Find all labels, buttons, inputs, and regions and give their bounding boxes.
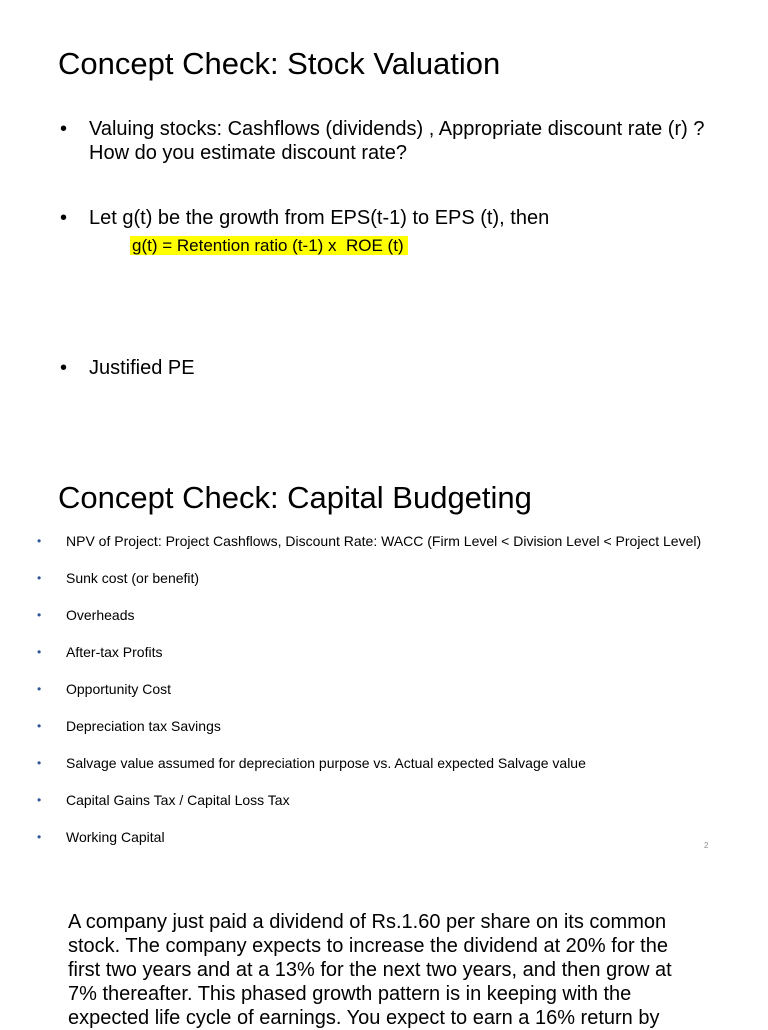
- list-item-text: Salvage value assumed for depreciation purpose vs. Actual expected Salvage value: [66, 755, 586, 771]
- bullet-valuing-stocks-line1: Valuing stocks: Cashflows (dividends) , Appropriate discount rate (r) ?: [89, 118, 705, 140]
- bullet-marker: •: [60, 357, 68, 379]
- growth-formula-highlight: g(t) = Retention ratio (t-1) x ROE (t): [130, 236, 408, 255]
- bullet-justified-pe: Justified PE: [89, 357, 195, 379]
- list-item-text: Capital Gains Tax / Capital Loss Tax: [66, 792, 290, 808]
- list-item-text: Depreciation tax Savings: [66, 718, 221, 734]
- list-item-text: NPV of Project: Project Cashflows, Discount Rate: WACC (Firm Level < Division Level < Project Level): [66, 533, 702, 549]
- bullet-marker: •: [37, 719, 42, 733]
- bullet-marker: •: [37, 830, 42, 844]
- list-item-text: Sunk cost (or benefit): [66, 570, 200, 586]
- bullet-marker: •: [37, 534, 42, 548]
- slide2-title: Concept Check: Capital Budgeting: [58, 480, 532, 515]
- list-item: [0, 606, 768, 643]
- bullet-valuing-stocks-line2: How do you estimate discount rate?: [89, 142, 407, 164]
- bullet-marker: •: [37, 682, 42, 696]
- problem-paragraph: [68, 910, 728, 1030]
- list-item-text: Overheads: [66, 607, 135, 623]
- slide1-title: Concept Check: Stock Valuation: [58, 46, 501, 81]
- list-item: [0, 717, 768, 754]
- list-item-text: Working Capital: [66, 829, 165, 845]
- list-item-text: After-tax Profits: [66, 644, 163, 660]
- bullet-marker: •: [37, 571, 42, 585]
- paragraph-line: expected life cycle of earnings. You expect to earn a 16% return by: [68, 1007, 660, 1029]
- bullet-growth-definition: Let g(t) be the growth from EPS(t-1) to EPS (t), then: [89, 207, 550, 229]
- list-item: [0, 791, 768, 828]
- bullet-marker: •: [37, 645, 42, 659]
- list-item: [0, 754, 768, 791]
- bullet-marker: •: [37, 756, 42, 770]
- bullet-marker: •: [60, 207, 68, 229]
- paragraph-line: first two years and at a 13% for the next two years, and then grow at: [68, 959, 672, 981]
- bullet-marker: •: [37, 793, 42, 807]
- list-item: [0, 643, 768, 680]
- page-number: 2: [704, 841, 709, 850]
- list-item: [0, 532, 768, 569]
- paragraph-line: 7% thereafter. This phased growth pattern is in keeping with the: [68, 983, 632, 1005]
- list-item: [0, 680, 768, 717]
- paragraph-line: A company just paid a dividend of Rs.1.60 per share on its common: [68, 911, 667, 933]
- list-item: [0, 569, 768, 606]
- bullet-marker: •: [37, 608, 42, 622]
- paragraph-line: stock. The company expects to increase the dividend at 20% for the: [68, 935, 668, 957]
- capital-budgeting-list: [0, 532, 768, 865]
- list-item: [0, 828, 768, 865]
- bullet-marker: •: [60, 118, 68, 140]
- list-item-text: Opportunity Cost: [66, 681, 172, 697]
